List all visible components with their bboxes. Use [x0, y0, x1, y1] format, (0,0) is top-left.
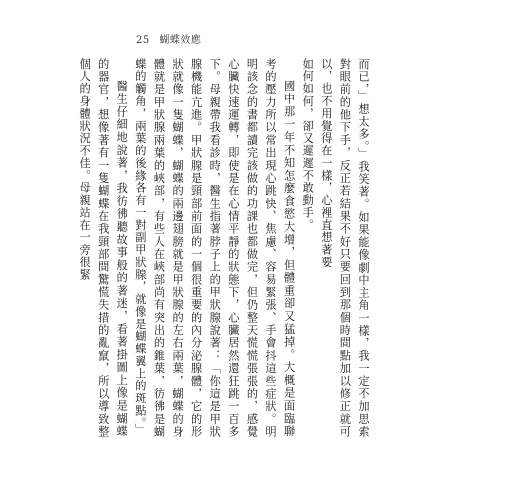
opening-paragraph: 而已，」想太多。」我笑著。如果能像劇中主角一樣，我一定不加思索對眼前的他下手，反正若結果不好只要回到那個時間點加以修正就可以，也不用覺得在一樣，心裡直想著要 — [319, 58, 370, 438]
book-title: 蝴蝶效應 — [159, 35, 202, 46]
body-text — [78, 58, 372, 438]
paragraph: 如何如何，卻又遲遲不敢動手。 — [301, 58, 315, 232]
running-head — [136, 31, 201, 46]
paragraph: 國中那一年不知怎麼食慾大增，但體重卻又猛掉。大概是面臨聯考的壓力所以常出現心跳快、焦慮、容易緊張、手會抖這些症狀。明明該念的書都讀完該做的功課也都做完，但仍整天慌慌張張的，感覺心臟快速運轉，即使是在心情平靜的狀態下，心臟居然還狂跳一百多下。母親帶我看診時，醫生指著脖子上的甲狀腺說著：「你這是甲狀腺機能亢進。甲狀腺是頸部前面的一個很重要的內分泌腺體，它的形狀就像一隻蝴蝶，蝴蝶的兩邊翅膀就是甲狀腺的左右兩葉，蝴蝶的身體就是甲狀腺兩葉的峽部，有些人在峽部尚有突出的錐葉，彷彿是蝴蝶的觸角，兩葉的後緣各有一對副甲狀腺，就像是蝴蝶翼上的斑點。」 — [133, 58, 296, 438]
paragraph: 醫生仔細地說著，我彷彿聽故事般的著迷，看著掛圖上像是蝴蝶的器官，想像著有一隻蝴蝶在我頸部間驚慌失措的亂竄，所以導致整個人的身體狀況不佳。母親站在一旁很緊 — [78, 58, 129, 438]
page-number: 25 — [136, 35, 150, 46]
